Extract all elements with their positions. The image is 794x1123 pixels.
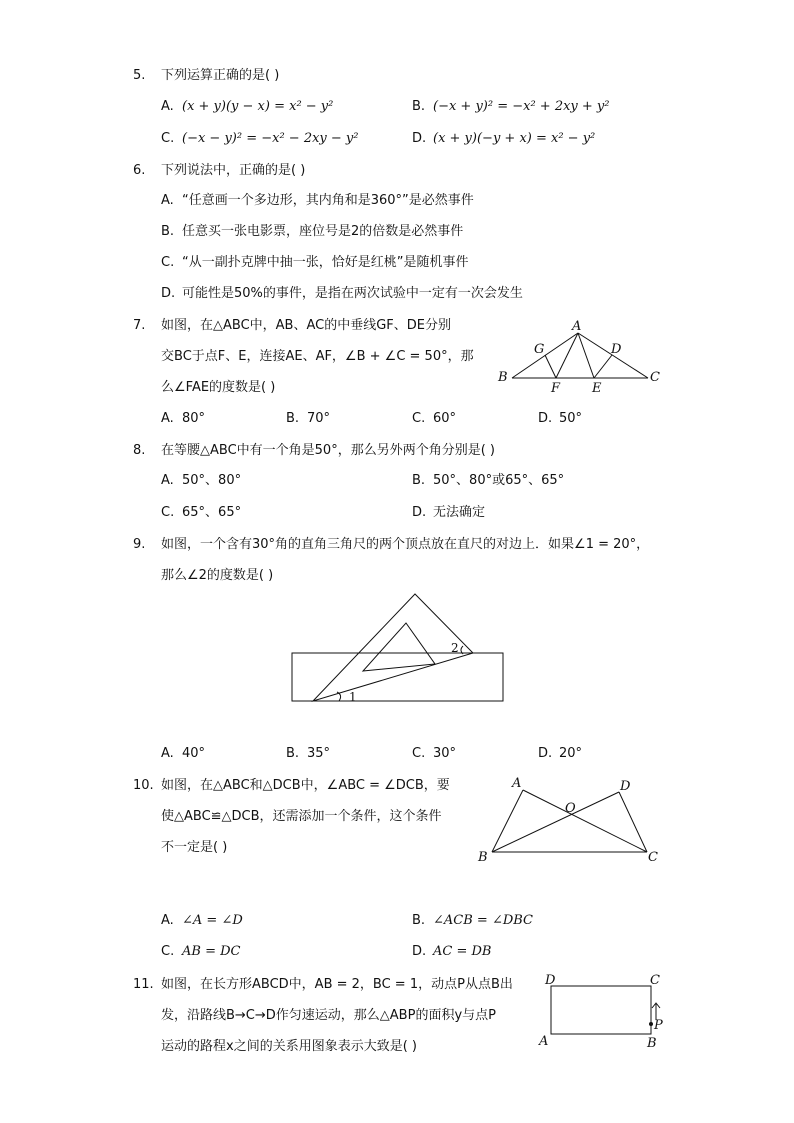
q7-label-b: B — [498, 370, 508, 385]
q7-option-d-label: D. — [538, 411, 553, 426]
q10-option-a-label: A. — [161, 913, 174, 928]
q6-option-a-label: A. — [161, 193, 174, 208]
q6-option-c-label: C. — [161, 255, 175, 270]
q6-option-d-text: 可能性是50%的事件，是指在两次试验中一定有一次会发生 — [182, 286, 523, 301]
q7-label-e: E — [592, 381, 602, 395]
question-10-stem-line-1: 如图，在△ABC和△DCB中，∠ABC = ∠DCB，要 — [161, 778, 450, 793]
q8-option-b-label: B. — [412, 473, 426, 488]
q5-option-b-text: (−x + y)² = −x² + 2xy + y² — [433, 99, 610, 114]
q6-option-d-label: D. — [161, 286, 176, 301]
q7-option-b-label: B. — [286, 411, 300, 426]
q9-option-b-text: 35° — [307, 746, 331, 761]
q7-option-c-label: C. — [412, 411, 426, 426]
question-11-number: 11. — [133, 977, 154, 992]
q9-set-square-outer — [313, 594, 473, 701]
q10-triangles-figure — [473, 775, 668, 870]
q8-option-d-text: 无法确定 — [433, 505, 486, 520]
q11-label-d: D — [545, 973, 556, 988]
q5-option-a-label: A. — [161, 99, 174, 114]
question-11-stem-line-3: 运动的路程x之间的关系用图象表示大致是( ) — [161, 1039, 417, 1054]
q9-option-a-text: 40° — [182, 746, 206, 761]
q10-option-c-label: C. — [161, 944, 175, 959]
question-7-stem-line-2: 交BC于点F、E，连接AE、AF，∠B + ∠C = 50°，那 — [161, 349, 474, 364]
q7-segment-af — [556, 333, 578, 378]
q9-set-square-inner — [363, 623, 435, 671]
question-5-stem: 下列运算正确的是( ) — [161, 68, 280, 83]
q5-option-a-text: (x + y)(y − x) = x² − y² — [182, 99, 334, 114]
q11-rectangle-figure — [535, 970, 670, 1052]
q10-option-c-text: AB = DC — [182, 944, 241, 959]
q10-option-b-text: ∠ACB = ∠DBC — [433, 913, 533, 928]
question-10-number: 10. — [133, 778, 154, 793]
q10-option-a-text: ∠A = ∠D — [182, 913, 243, 928]
q7-segment-gf — [545, 355, 556, 378]
question-8-stem: 在等腰△ABC中有一个角是50°，那么另外两个角分别是( ) — [161, 443, 495, 458]
q6-option-b-text: 任意买一张电影票，座位号是2的倍数是必然事件 — [182, 224, 464, 239]
q7-label-c: C — [650, 370, 660, 385]
q9-option-d-text: 20° — [559, 746, 583, 761]
q10-label-a: A — [512, 776, 522, 791]
question-6-number: 6. — [133, 163, 146, 178]
q9-option-c-label: C. — [412, 746, 426, 761]
q5-option-c-text: (−x − y)² = −x² − 2xy − y² — [182, 131, 359, 146]
q10-segment-ac — [523, 790, 647, 852]
q5-option-b-label: B. — [412, 99, 426, 114]
q9-option-b-label: B. — [286, 746, 300, 761]
q5-option-c-label: C. — [161, 131, 175, 146]
q9-option-c-text: 30° — [433, 746, 457, 761]
question-6-stem: 下列说法中，正确的是( ) — [161, 163, 306, 178]
q8-option-c-label: C. — [161, 505, 175, 520]
q10-option-b-label: B. — [412, 913, 426, 928]
q6-option-a-text: “任意画一个多边形，其内角和是360°”是必然事件 — [182, 193, 474, 208]
question-7-stem-line-3: 么∠FAE的度数是( ) — [161, 380, 276, 395]
q9-option-a-label: A. — [161, 746, 174, 761]
question-10-stem-line-2: 使△ABC≌△DCB，还需添加一个条件，这个条件 — [161, 809, 442, 824]
q6-option-c-text: “从一副扑克牌中抽一张，恰好是红桃”是随机事件 — [182, 255, 469, 270]
q8-option-a-label: A. — [161, 473, 174, 488]
question-5-number: 5. — [133, 68, 146, 83]
q9-ruler — [292, 653, 503, 701]
q7-segment-ae — [578, 333, 594, 378]
q7-option-c-text: 60° — [433, 411, 457, 426]
q7-segment-de — [594, 355, 612, 378]
question-7-stem-line-1: 如图，在△ABC中，AB、AC的中垂线GF、DE分别 — [161, 318, 451, 333]
q10-label-d: D — [620, 779, 631, 794]
question-9-stem-line-2: 那么∠2的度数是( ) — [161, 568, 274, 583]
q5-option-d-text: (x + y)(−y + x) = x² − y² — [433, 131, 596, 146]
q10-segment-dc — [619, 792, 647, 852]
q9-option-d-label: D. — [538, 746, 553, 761]
q7-label-f: F — [551, 381, 561, 395]
q8-option-a-text: 50°、80° — [182, 473, 242, 488]
question-9-stem-line-1: 如图，一个含有30°角的直角三角尺的两个顶点放在直尺的对边上．如果∠1 = 20°， — [161, 537, 650, 552]
q10-segment-ab — [492, 790, 523, 852]
q8-option-b-text: 50°、80°或65°、65° — [433, 473, 565, 488]
question-9-number: 9. — [133, 537, 146, 552]
q7-option-b-text: 70° — [307, 411, 331, 426]
q7-option-a-label: A. — [161, 411, 174, 426]
q10-label-o: O — [565, 801, 576, 816]
question-11-stem-line-2: 发，沿路线B→C→D作匀速运动，那么△ABP的面积y与点P — [161, 1008, 496, 1023]
q9-angle-2-label: 2 — [451, 641, 459, 655]
q7-option-d-text: 50° — [559, 411, 583, 426]
q10-option-d-text: AC = DB — [433, 944, 492, 959]
q7-label-g: G — [534, 342, 545, 357]
q9-ruler-triangle-figure — [285, 590, 510, 708]
q10-option-d-label: D. — [412, 944, 427, 959]
q7-option-a-text: 80° — [182, 411, 206, 426]
q10-label-b: B — [478, 850, 488, 865]
q5-option-d-label: D. — [412, 131, 427, 146]
q7-label-d: D — [611, 342, 622, 357]
q6-option-b-label: B. — [161, 224, 175, 239]
q7-triangle-figure — [490, 315, 670, 395]
q7-label-a: A — [572, 319, 582, 334]
q11-label-p: P — [654, 1018, 663, 1033]
q11-point-p — [649, 1022, 653, 1026]
q11-rectangle-abcd — [551, 986, 651, 1034]
q10-label-c: C — [648, 850, 658, 865]
question-8-number: 8. — [133, 443, 146, 458]
q8-option-d-label: D. — [412, 505, 427, 520]
q11-label-a: A — [539, 1034, 549, 1049]
q11-label-c: C — [650, 973, 660, 988]
question-7-number: 7. — [133, 318, 146, 333]
q10-segment-bd — [492, 792, 619, 852]
question-10-stem-line-3: 不一定是( ) — [161, 840, 228, 855]
q11-label-b: B — [647, 1036, 657, 1051]
question-11-stem-line-1: 如图，在长方形ABCD中，AB = 2，BC = 1，动点P从点B出 — [161, 977, 513, 992]
q8-option-c-text: 65°、65° — [182, 505, 242, 520]
q9-angle-1-label: 1 — [349, 690, 357, 704]
